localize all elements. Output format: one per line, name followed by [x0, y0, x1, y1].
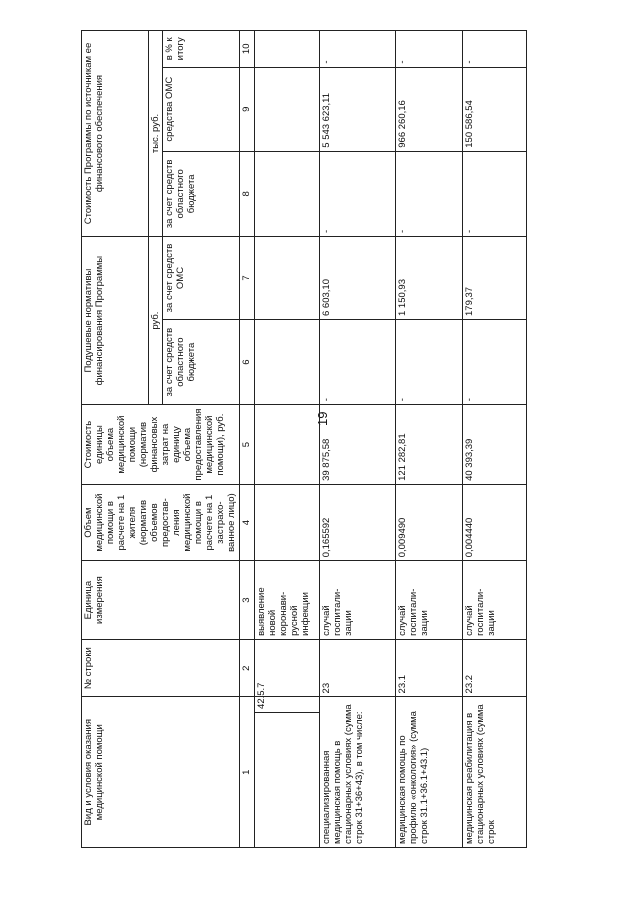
row-volume: 0,165592: [320, 484, 396, 560]
header-unit-cost: Стоимость единицы объема медицинской помощи (норматив финансовых затрат на единицу объема предоставления медицинской помощи), руб.: [82, 405, 240, 485]
column-number: 8: [240, 151, 255, 236]
row-unit: выявление новой коронави-русной инфекции: [255, 561, 320, 640]
column-number: 4: [240, 484, 255, 560]
row-unit-cost: 39 875,58: [320, 405, 396, 485]
row-number: 23.1: [396, 639, 463, 697]
column-number: 3: [240, 561, 255, 640]
row-unit-cost: 121 282,81: [396, 405, 463, 485]
row-norm-oms: 179,37: [463, 236, 527, 319]
column-number: 5: [240, 405, 255, 485]
header-row-1: [82, 31, 149, 848]
row-norm-budget: -: [396, 320, 463, 405]
row-cost-oms: 5 543 623,11: [320, 67, 396, 151]
row-volume: [255, 484, 320, 560]
row-unit: случай госпитали-зации: [463, 561, 527, 640]
column-number: 10: [240, 31, 255, 68]
column-number: 6: [240, 320, 255, 405]
table-row: [320, 31, 396, 848]
row-number: 23.2: [463, 639, 527, 697]
row-norm-budget: [255, 320, 320, 405]
row-norm-budget: -: [320, 320, 396, 405]
column-number: 2: [240, 639, 255, 697]
row-cost-oms: 150 586,54: [463, 67, 527, 151]
header-unit-rub: руб.: [149, 236, 163, 404]
header-norm-budget: за счет средств областного бюджета: [163, 320, 240, 405]
row-cost-oms: [255, 67, 320, 151]
table-row: [255, 31, 320, 848]
column-number: 9: [240, 67, 255, 151]
header-unit: Единица измерения: [82, 561, 240, 640]
row-norm-oms: [255, 236, 320, 319]
row-cost-percent: -: [396, 31, 463, 68]
row-name: медицинская помощь по профилю «онкология» (сумма строк 31.1+36.1+43.1): [396, 697, 463, 848]
row-norm-oms: 1 150,93: [396, 236, 463, 319]
column-number-row: [240, 31, 255, 848]
row-name: специализированная медицинская помощь в стационарных условиях (сумма строк 31+36+43), в том числе:: [320, 697, 396, 848]
header-row-number: № строки: [82, 639, 240, 697]
column-number: 7: [240, 236, 255, 319]
header-kind: Вид и условия оказания медицинской помощи: [82, 697, 240, 848]
row-number: 23: [320, 639, 396, 697]
row-unit-cost: [255, 405, 320, 485]
row-cost-budget: [255, 151, 320, 236]
row-unit-cost: 40 393,39: [463, 405, 527, 485]
header-cost-percent: в % к итогу: [163, 31, 240, 68]
header-per-capita-norms: Подушевые нормативы финансирования Программы: [82, 236, 149, 404]
row-inner-code: 42.5.7: [255, 697, 320, 713]
row-cost-percent: [255, 31, 320, 68]
header-norm-oms: за счет средств ОМС: [163, 236, 240, 319]
table-row: [396, 31, 463, 848]
header-program-cost: Стоимость Программы по источникам ее финансового обеспечения: [82, 31, 149, 237]
row-cost-percent: -: [463, 31, 527, 68]
row-name: [255, 712, 320, 847]
row-cost-oms: 966 260,16: [396, 67, 463, 151]
header-cost-budget: за счет средств областного бюджета: [163, 151, 240, 236]
row-norm-budget: -: [463, 320, 527, 405]
page-number: 19: [315, 411, 330, 427]
table-row: [463, 31, 527, 848]
row-cost-budget: -: [463, 151, 527, 236]
row-cost-budget: -: [320, 151, 396, 236]
row-name: медицинская реабилитация в стационарных условиях (сумма строк: [463, 697, 527, 848]
row-unit: случай госпитали-зации: [396, 561, 463, 640]
row-cost-budget: -: [396, 151, 463, 236]
column-number: 1: [240, 697, 255, 848]
header-unit-thousands: тыс. руб.: [149, 31, 163, 237]
row-cost-percent: -: [320, 31, 396, 68]
header-volume: Объем медицинской помощи в расчете на 1 жителя (норматив объемов предостав-ления медицинской помощи в расчете на 1 застрахо-ванное лицо): [82, 484, 240, 560]
rotated-table-container: [81, 30, 581, 848]
row-volume: 0,004440: [463, 484, 527, 560]
program-cost-table: [81, 30, 527, 848]
row-volume: 0,009490: [396, 484, 463, 560]
header-cost-oms: средства ОМС: [163, 67, 240, 151]
row-unit: случай госпитали-зации: [320, 561, 396, 640]
row-norm-oms: 6 603,10: [320, 236, 396, 319]
